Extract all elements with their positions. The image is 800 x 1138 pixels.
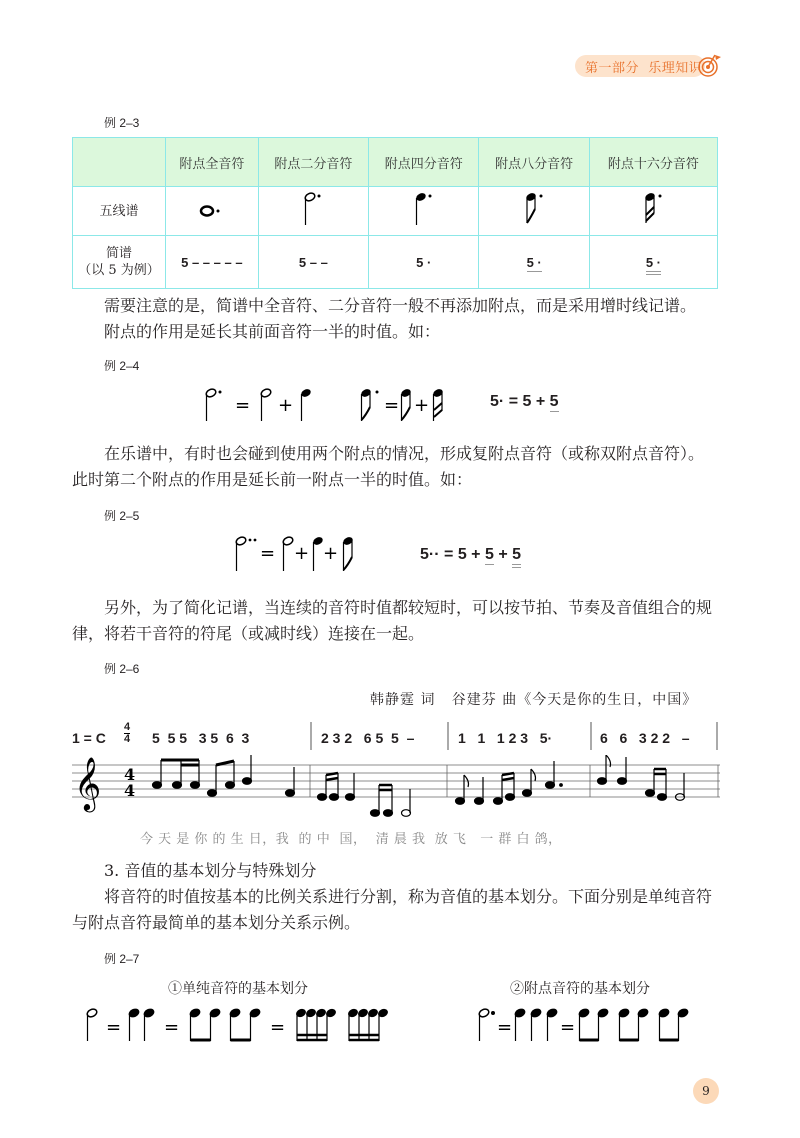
- jp-plus: +: [471, 546, 481, 563]
- svg-text:+: +: [278, 395, 294, 416]
- part1-title: ①单纯音符的基本划分: [168, 981, 308, 997]
- treble-clef-icon: 𝄞: [74, 756, 102, 810]
- paragraph-4-line-2: 律，将若干音符的符尾（或减时线）连接在一起。: [72, 624, 425, 643]
- part2-title: ②附点音符的基本划分: [510, 981, 650, 997]
- chapter-label: 乐理知识: [648, 61, 703, 76]
- row-head-staff: 五线谱: [73, 187, 166, 236]
- dotted-sixteenth-note-icon: [589, 187, 717, 236]
- jianpu-dotted-quarter: 5 ·: [416, 254, 432, 270]
- table-header-cell: [73, 138, 166, 187]
- jp-term: 5··: [420, 546, 440, 563]
- example-label-2-4: 例 2–4: [104, 359, 140, 373]
- simple-note-division: [84, 1005, 414, 1045]
- jianpu-measure-2: 2 3 2 6 5 5 –: [321, 730, 415, 746]
- dotted-eighth-note-icon: [479, 187, 589, 236]
- barline: [310, 722, 312, 750]
- svg-text:4: 4: [124, 781, 136, 800]
- jianpu-equation-2-5: [420, 546, 521, 564]
- jianpu-dotted-eighth: 5 ·: [526, 254, 542, 270]
- paragraph-1: 需要注意的是，简谱中全音符、二分音符一般不再添加附点，而是采用增时线记谱。: [104, 296, 697, 315]
- jianpu-measure-3: 1 1 1 2 3 5·: [458, 730, 553, 746]
- example-label-2-6: 例 2–6: [104, 662, 140, 676]
- jianpu-dotted-whole: 5 – – – – –: [181, 254, 243, 270]
- dotted-quarter-note-icon: [369, 187, 479, 236]
- jp-term: 5·: [490, 393, 505, 410]
- jianpu-cell: [589, 236, 717, 289]
- table-header-cell: 附点全音符: [166, 138, 259, 187]
- row-head-line2: （以 5 为例）: [78, 263, 160, 278]
- svg-text:=: =: [164, 1017, 180, 1038]
- song-credit: 韩静霆 词 谷建芬 曲《今天是你的生日，中国》: [370, 692, 698, 708]
- music-staff: [72, 755, 720, 825]
- jp-term: 5: [512, 546, 521, 568]
- paragraph-2: 附点的作用是延长其前面音符一半的时值。如：: [104, 322, 441, 341]
- barline: [447, 722, 449, 750]
- jianpu-measure-1: 5 5 5 3 5 6 3: [152, 730, 250, 746]
- jianpu-cell: [479, 236, 589, 289]
- jp-eq: =: [508, 393, 519, 410]
- jp-term: 5: [549, 393, 559, 410]
- svg-text:=: =: [106, 1017, 122, 1038]
- dotted-half-note-icon: [258, 187, 368, 236]
- paragraph-5-line-2: 与附点音符最简单的基本划分关系示例。: [72, 913, 361, 932]
- table-header-cell: 附点四分音符: [369, 138, 479, 187]
- svg-text:+: +: [323, 543, 339, 564]
- svg-text:=: =: [235, 395, 251, 416]
- svg-text:=: =: [260, 543, 276, 564]
- jp-plus: +: [535, 393, 546, 410]
- paragraph-3-line-1: 在乐谱中，有时也会碰到使用两个附点的情况，形成复附点音符（或称双附点音符）。: [104, 444, 705, 463]
- section-title: 3. 音值的基本划分与特殊划分: [104, 861, 317, 880]
- table-row: [73, 187, 718, 236]
- svg-text:4: 4: [124, 765, 136, 784]
- page-number: 9: [693, 1078, 719, 1104]
- svg-text:+: +: [414, 395, 430, 416]
- section-label: 第一部分: [585, 61, 640, 76]
- target-icon: [697, 52, 723, 78]
- svg-text:=: =: [384, 395, 400, 416]
- jp-eq: =: [444, 546, 454, 563]
- svg-text:=: =: [270, 1017, 286, 1038]
- row-head-line1: 简谱: [105, 246, 132, 261]
- table-header-cell: 附点二分音符: [258, 138, 368, 187]
- paragraph-5-line-1: 将音符的时值按基本的比例关系进行分割，称为音值的基本划分。下面分别是单纯音符: [104, 887, 713, 906]
- jianpu-dotted-half: 5 – –: [298, 254, 328, 270]
- paragraph-3-line-2: 此时第二个附点的作用是延长前一附点一半的时值。如：: [72, 470, 473, 489]
- example-label-2-3: 例 2–3: [104, 116, 140, 130]
- paragraph-4-line-1: 另外，为了简化记谱，当连续的音符时值都较短时，可以按节拍、节奏及音值组合的规: [104, 598, 713, 617]
- table-header-cell: 附点八分音符: [479, 138, 589, 187]
- jp-term: 5: [484, 546, 494, 563]
- dotted-notes-table: [72, 137, 718, 289]
- jianpu-cell: [166, 236, 259, 289]
- svg-text:=: =: [560, 1017, 576, 1038]
- jp-term: 5: [457, 546, 467, 563]
- time-sig-bottom: 4: [124, 733, 131, 745]
- example-label-2-5: 例 2–5: [104, 509, 140, 523]
- jianpu-dotted-sixteenth: 5 ·: [646, 255, 661, 275]
- dotted-note-division: [476, 1005, 716, 1045]
- key-signature: 1 = C: [72, 730, 106, 746]
- jianpu-cell: [369, 236, 479, 289]
- example-label-2-7: 例 2–7: [104, 952, 140, 966]
- note-equation-2-5: [230, 533, 360, 575]
- jianpu-cell: [258, 236, 368, 289]
- svg-text:=: =: [497, 1017, 513, 1038]
- note-equation-2-4: [200, 385, 500, 425]
- end-barline: [716, 722, 718, 750]
- barline: [590, 722, 592, 750]
- chapter-badge-text: [585, 57, 702, 76]
- row-head-jianpu: [73, 236, 166, 289]
- svg-text:+: +: [294, 543, 310, 564]
- table-row: [73, 236, 718, 289]
- jp-term: 5: [522, 393, 532, 410]
- jianpu-equation-2-4: [490, 393, 559, 411]
- jp-plus: +: [498, 546, 508, 563]
- table-header-row: [73, 138, 718, 187]
- dotted-whole-note-icon: [166, 187, 259, 236]
- table-header-cell: 附点十六分音符: [589, 138, 717, 187]
- song-lyrics: 今 天 是 你 的 生 日，我 的 中 国， 清 晨 我 放 飞 一 群 白 鸽，: [140, 832, 562, 847]
- jianpu-measure-4: 6 6 3 2 2 –: [600, 730, 690, 746]
- time-sig-top: 4: [124, 721, 131, 733]
- jianpu-time-signature: [124, 722, 130, 745]
